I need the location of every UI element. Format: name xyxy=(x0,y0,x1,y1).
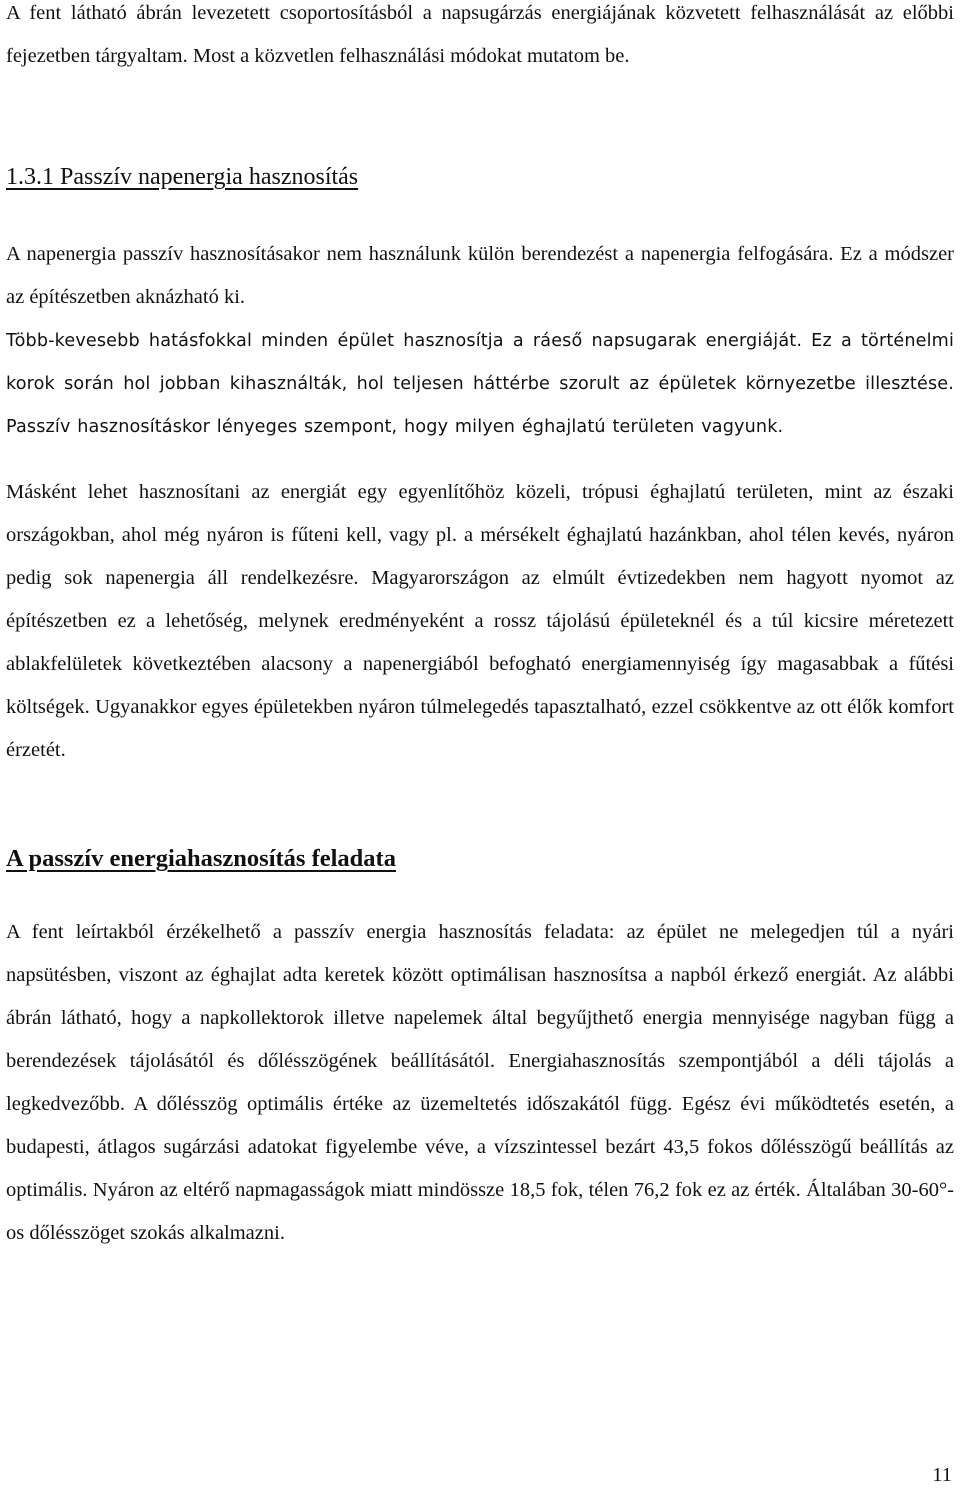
page-number: 11 xyxy=(932,1464,952,1486)
intro-paragraph: A fent látható ábrán levezetett csoportosításból a napsugárzás energiájának közvetett felhasználását az előbbi fejezetben tárgyaltam. Most a közvetlen felhasználási módokat mutatom be. xyxy=(6,2,954,67)
section-paragraph-part1: A napenergia passzív hasznosításakor nem használunk külön berendezést a napenergia felfogására. Ez a módszer az építészetben aknázható ki. xyxy=(6,243,954,308)
section-paragraph-part3: Másként lehet hasznosítani az energiát egy egyenlítőhöz közeli, trópusi éghajlatú területen, mint az északi országokban, ahol még nyáron is fűteni kell, vagy pl. a mérsékelt éghajlatú hazánkban, ahol télen kevés, nyáron pedig sok napenergia áll rendelkezésre. Magyarországon az elmúlt évtizedekben nem hagyott nyomot az építészetben ez a lehetőség, melynek eredményeként a rossz tájolású épületeknél és a túl kicsire méretezett ablakfelületek következtében alacsony a napenergiából befogható energiamennyiség így magasabbak a fűtési költségek. Ugyanakkor egyes épületekben nyáron túlmelegedés tapasztalható, ezzel csökkentve az ott élők komfort érzetét. xyxy=(6,481,954,761)
section-heading: 1.3.1 Passzív napenergia hasznosítás xyxy=(6,164,359,190)
main-paragraph: A fent leírtakból érzékelhető a passzív energia hasznosítás feladata: az épület ne melegedjen túl a nyári napsütésben, viszont az éghajlat adta keretek között optimálisan hasznosítsa a napból érkező energiát. Az alábbi ábrán látható, hogy a napkollektorok illetve napelemek által begyűjthető energia mennyisége nagyban függ a berendezések tájolásától és dőlésszögének beállításától. Energiahasznosítás szempontjából a déli tájolás a legkedvezőbb. A dőlésszög optimális értéke az üzemeltetés időszakától függ. Egész évi működtetés esetén, a budapesti, átlagos sugárzási adatokat figyelembe véve, a vízszintessel bezárt 43,5 fokos dőlésszögű beállítás az optimális. Nyáron az eltérő napmagasságok miatt mindössze 18,5 fok, télen 76,2 fok ez az érték. Általában 30-60°-os dőlésszöget szokás alkalmazni. xyxy=(6,921,954,1244)
section-paragraph-part2: Több-kevesebb hatásfokkal minden épület hasznosítja a ráeső napsugarak energiáját. Ez a történelmi korok során hol jobban kihasználták, hol teljesen háttérbe szorult az épületek környezetbe illesztése. Passzív hasznosításkor lényeges szempont, hogy milyen éghajlatú területen vagyunk. xyxy=(6,331,954,437)
main-heading: A passzív energiahasznosítás feladata xyxy=(6,845,396,872)
